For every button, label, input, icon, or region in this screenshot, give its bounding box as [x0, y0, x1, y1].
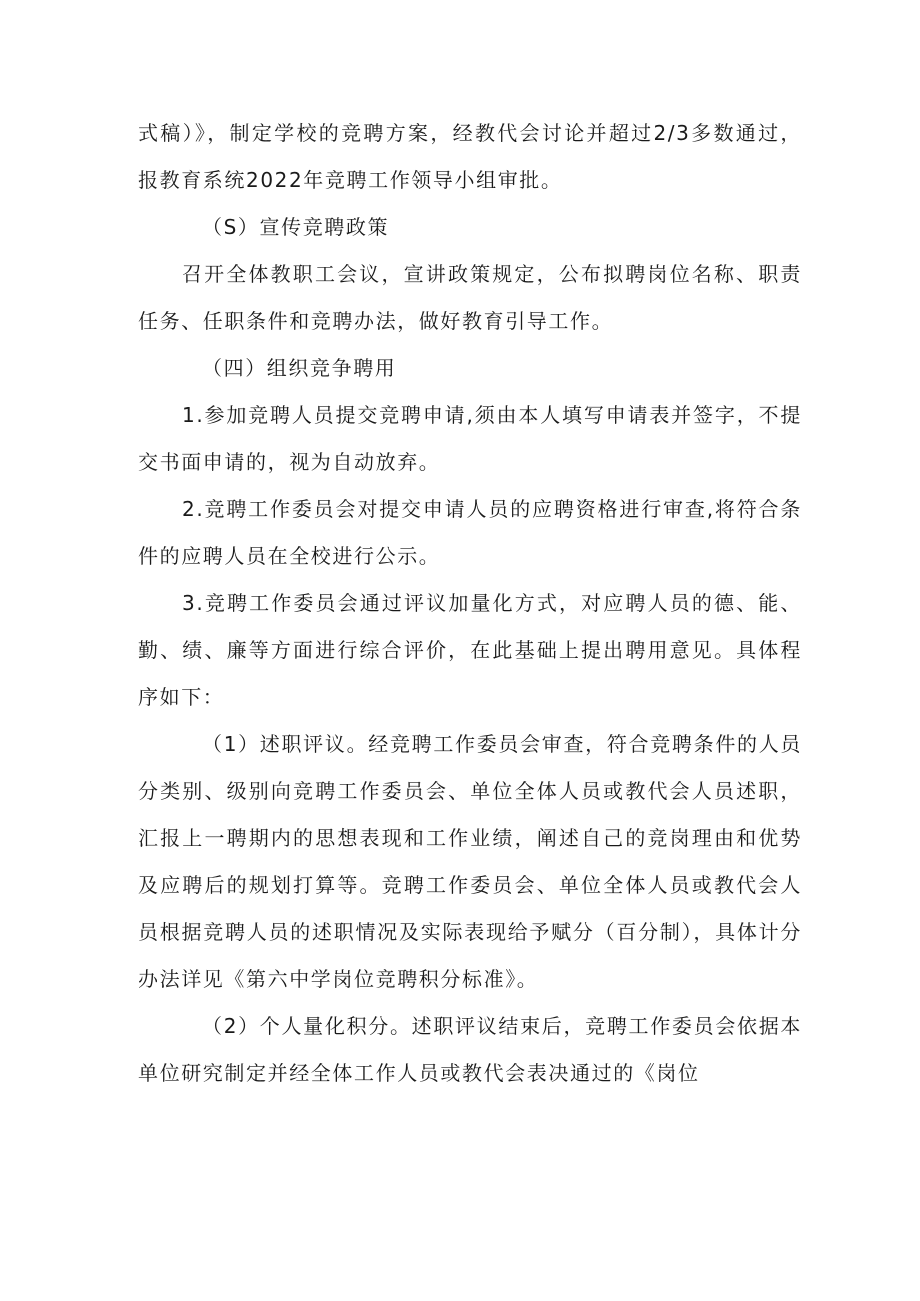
paragraph-item-1: 1.参加竞聘人员提交竞聘申请,须由本人填写申请表并签字，不提交书面申请的，视为自动放弃。 — [138, 403, 802, 474]
paragraph-continuation: 式稿）》，制定学校的竞聘方案，经教代会讨论并超过2/3多数通过，报教育系统2022年竞聘工作领导小组审批。 — [138, 121, 802, 192]
paragraph-item-3: 3.竞聘工作委员会通过评议加量化方式，对应聘人员的德、能、勤、绩、廉等方面进行综合评价，在此基础上提出聘用意见。具体程序如下： — [138, 591, 802, 709]
document-body — [138, 110, 802, 1097]
paragraph-item-2: 2.竞聘工作委员会对提交申请人员的应聘资格进行审查,将符合条件的应聘人员在全校进行公示。 — [138, 497, 802, 568]
section-heading-publicize-policy: （S）宣传竞聘政策 — [202, 215, 390, 239]
section-heading-organize-competition: （四）组织竞争聘用 — [202, 356, 397, 380]
paragraph-subitem-1: （1）述职评议。经竞聘工作委员会审查，符合竞聘条件的人员分类别、级别向竞聘工作委员会、单位全体人员或教代会人员述职，汇报上一聘期内的思想表现和工作业绩，阐述自己的竞岗理由和优势及应聘后的规划打算等。竞聘工作委员会、单位全体人员或教代会人员根据竞聘人员的述职情况及实际表现给予赋分（百分制），具体计分办法详见《第六中学岗位竞聘积分标准》。 — [138, 732, 802, 991]
paragraph-staff-meeting: 召开全体教职工会议，宣讲政策规定，公布拟聘岗位名称、职责任务、任职条件和竞聘办法，做好教育引导工作。 — [138, 262, 802, 333]
paragraph-subitem-2: （2）个人量化积分。述职评议结束后，竞聘工作委员会依据本单位研究制定并经全体工作人员或教代会表决通过的《岗位 — [138, 1014, 802, 1085]
